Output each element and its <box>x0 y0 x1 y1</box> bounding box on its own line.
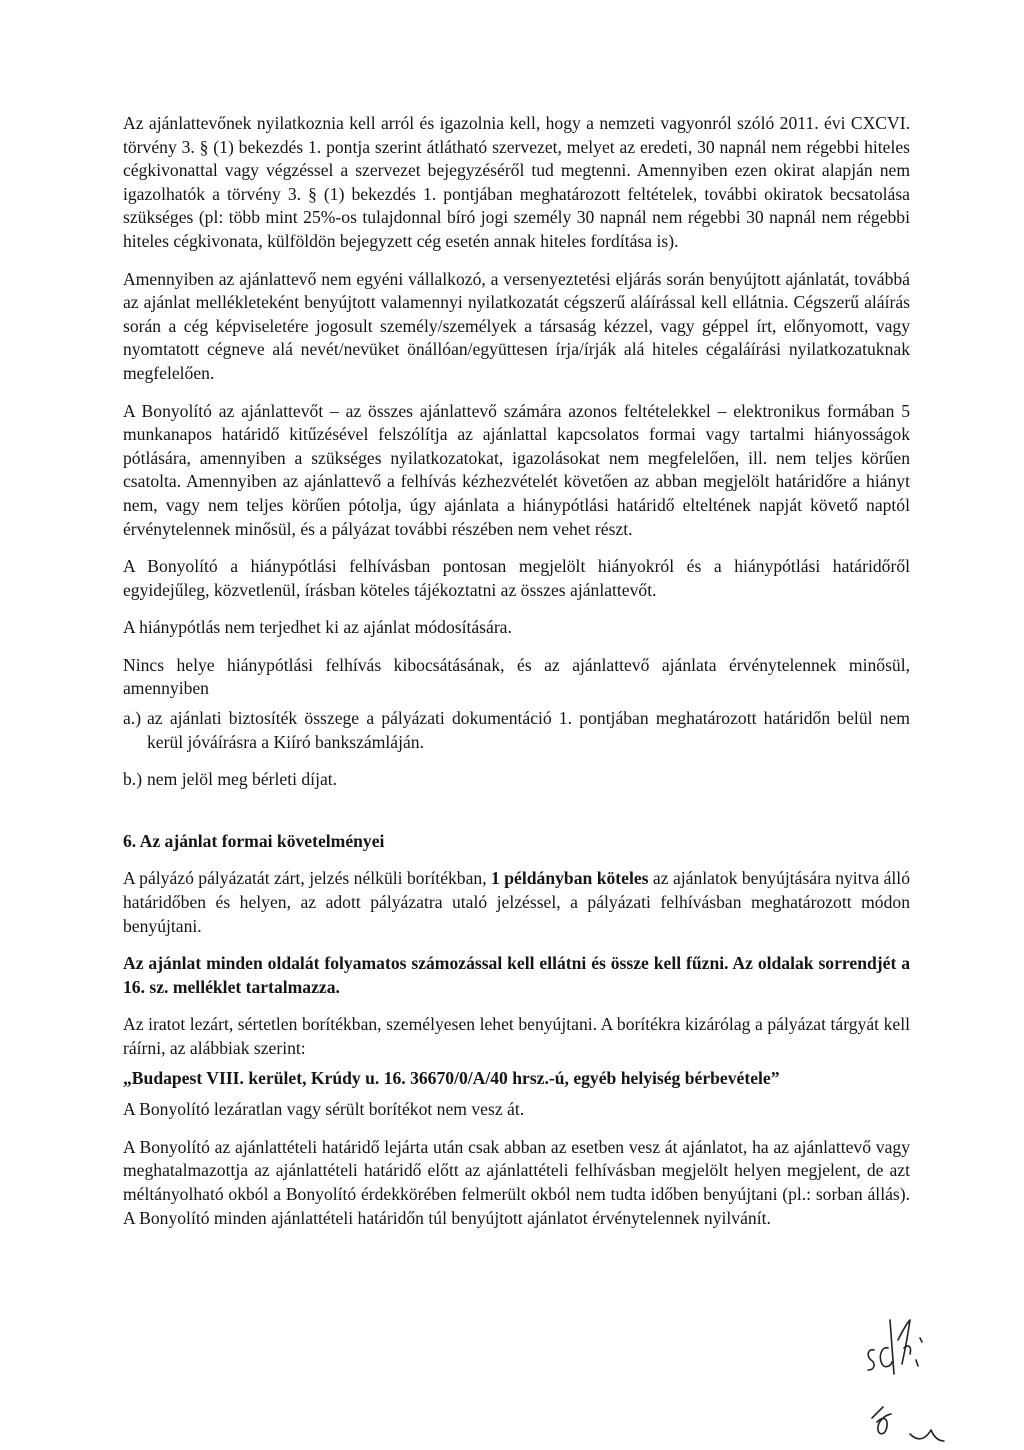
paragraph-submission <box>123 867 910 938</box>
submission-text-post: az ajánlatok benyújtására nyitva álló határidőben és helyen, az adott pályázatra utaló jelzéssel, a pályázati felhívásban meghatározott módon benyújtani. <box>123 868 910 936</box>
submission-text-pre: A pályázó pályázatát zárt, jelzés nélküli borítékban, <box>123 868 492 889</box>
list-text: az ajánlati biztosíték összege a pályázati dokumentáció 1. pontjában meghatározott határidőn belül nem kerül jóváírásra a Kiíró bankszámláján. <box>147 708 910 752</box>
document-body <box>123 112 910 1244</box>
paragraph-envelope: Az iratot lezárt, sértetlen borítékban, személyesen lehet benyújtani. A borítékra kizárólag a pályázat tárgyát kell ráírni, az alábbiak szerint: <box>123 1014 910 1058</box>
list-item <box>123 768 910 792</box>
paragraph-deficiency: A Bonyolító az ajánlattevőt – az összes ajánlattevő számára azonos feltételekkel – elektronikus formában 5 munkanapos határidő kitűzésével felszólítja az ajánlattal kapcsolatos formai vagy tartalmi hiányosságok pótlására, amennyiben a szükséges nyilatkozatokat, igazolásokat nem megfelelően, ill. nem teljes körűen csatolta. Amennyiben az ajánlattevő a felhívás kézhezvételét követően az abban megjelölt határidőre a hiányt nem, vagy nem teljes körűen pótolja, úgy ajánlata a hiánypótlási határidő elteltének napját követő naptól érvénytelennek minősül, és a pályázat további részében nem vehet részt. <box>123 400 910 539</box>
paragraph-notification: A Bonyolító a hiánypótlási felhívásban pontosan megjelölt hiányokról és a hiánypótlási határidőről egyidejűleg, közvetlenül, írásban köteles tájékoztatni az összes ajánlattevőt. <box>123 556 910 600</box>
list-item <box>123 707 910 754</box>
paragraph-late-submission: A Bonyolító az ajánlattételi határidő lejárta után csak abban az esetben vesz át ajánlatot, ha az ajánlattevő vagy meghatalmazottja az ajánlattételi határidő előtt az ajánlattételi felhívásban megjelölt helyen megjelent, de azt méltányolható okból a Bonyolító érdekkörében felmerült okból nem tudta időben benyújtani (pl.: sorban állás). A Bonyolító minden ajánlattételi határidőn túl benyújtott ajánlatot érvénytelennek nyilvánít. <box>123 1136 910 1228</box>
paragraph-numbering: Az ajánlat minden oldalát folyamatos számozással kell ellátni és össze kell fűzni. Az oldalak sorrendjét a 16. sz. melléklet tartalmazza. <box>123 953 910 997</box>
list-text: nem jelöl meg bérleti díjat. <box>147 769 338 790</box>
envelope-label-quote: „Budapest VIII. kerület, Krúdy u. 16. 36670/0/A/40 hrsz.-ú, egyéb helyiség bérbevétele” <box>123 1067 780 1088</box>
handwritten-initials-icon <box>858 1290 968 1450</box>
paragraph-no-modification: A hiánypótlás nem terjedhet ki az ajánlat módosítására. <box>123 617 512 638</box>
list-marker: b.) <box>123 769 143 790</box>
list-marker: a.) <box>123 708 142 729</box>
paragraph-damaged-envelope: A Bonyolító lezáratlan vagy sérült borítékot nem vesz át. <box>123 1099 525 1120</box>
paragraph-invalidity: Nincs helye hiánypótlási felhívás kibocsátásának, és az ajánlattevő ajánlata érvénytelennek minősül, amennyiben <box>123 654 910 699</box>
section-heading: 6. Az ajánlat formai követelményei <box>123 830 385 851</box>
paragraph-signature: Amennyiben az ajánlattevő nem egyéni vállalkozó, a versenyeztetési eljárás során benyújtott ajánlatát, továbbá az ajánlat mellékleteként benyújtott valamennyi nyilatkozatát cégszerű aláírással kell ellátnia. Cégszerű aláírás során a cég képviseletére jogosult személy/személyek a társaság kézzel, vagy géppel írt, előnyomott, vagy nyomtatott cégneve alá nevét/nevüket önállóan/együttesen írja/írják alá hiteles cégaláírási nyilatkozatuknak megfelelően. <box>123 268 910 383</box>
paragraph-transparency: Az ajánlattevőnek nyilatkoznia kell arról és igazolnia kell, hogy a nemzeti vagyonról szóló 2011. évi CXCVI. törvény 3. § (1) bekezdés 1. pontja szerint átlátható szervezet, melyet az eredeti, 30 napnál nem régebbi hiteles cégkivonattal vagy végzéssel a szervezet bejegyzéséről tud megtenni. Amennyiben ezen okirat alapján nem igazolhatók a törvény 3. § (1) bekezdés 1. pontjában meghatározott feltételek, további okiratok becsatolása szükséges (pl: több mint 25%-os tulajdonnal bíró jogi személy 30 napnál nem régebbi 30 napnál nem régebbi hiteles cégkivonata, külföldön bejegyzett cég esetén annak hiteles fordítása is). <box>123 113 910 251</box>
submission-text-bold: 1 példányban köteles <box>491 868 649 889</box>
